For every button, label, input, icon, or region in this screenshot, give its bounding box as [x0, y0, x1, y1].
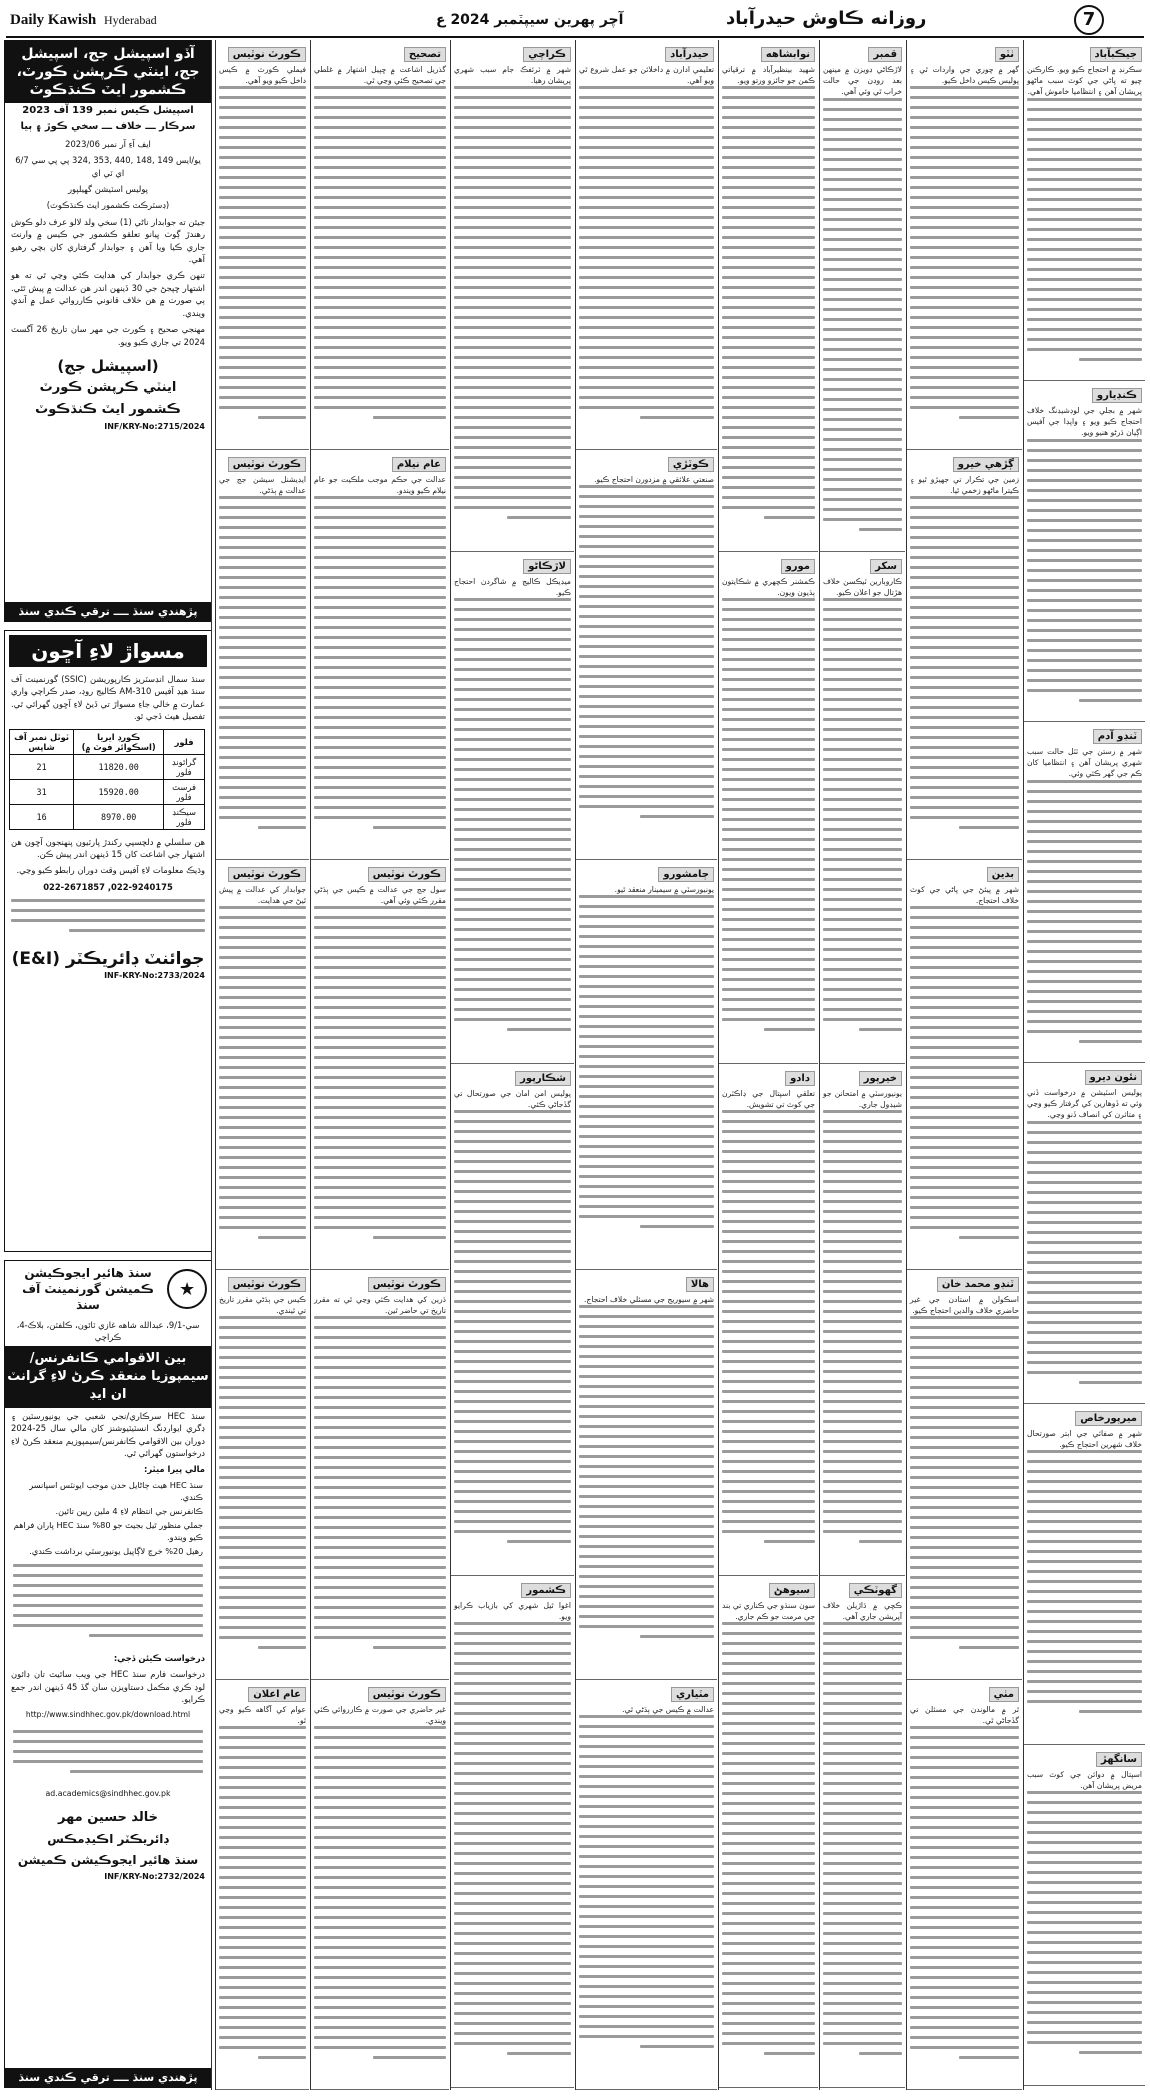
story-text: صنعتي علائقي ۾ مزدورن احتجاج ڪيو. — [594, 475, 714, 484]
story-text: ڪچي ۾ ڌاڙيلن خلاف آپريشن جاري آهي. — [823, 1601, 902, 1622]
story-headline: ڪوٽڙي — [668, 457, 714, 472]
story-body-lines — [579, 86, 714, 419]
story-headline: نئون ديرو — [1085, 1070, 1142, 1085]
story-headline: جيڪبآباد — [1090, 47, 1143, 62]
masthead — [6, 4, 1144, 38]
story-headline: ٽنڊو آدم — [1093, 729, 1142, 744]
story-headline: ميرپورخاص — [1075, 1411, 1142, 1426]
story-text: يونيورسٽي ۾ امتحانن جو شيڊول جاري. — [823, 1089, 902, 1110]
news-story — [216, 860, 309, 1270]
story-text: سول جج جي عدالت ۾ ڪيس جي ٻڌڻي مقرر ڪئي وئي آهي. — [314, 885, 446, 906]
story-body-lines — [1027, 1121, 1142, 1384]
col-shops: ٽوٽل نمبر آف شاپس — [10, 729, 74, 754]
story-body-lines — [314, 906, 446, 1239]
hec-address: سي-9/1، عبدالله شاهه غازي ٽائون، ڪلفٽن، بلاڪ-4، ڪراچي — [16, 1320, 200, 1343]
story-text: اسپتال ۾ دوائن جي کوٽ سبب مريض پريشان آهن. — [1027, 1770, 1142, 1791]
court-location: ڪشمور ايٽ ڪنڌڪوٽ — [35, 401, 181, 417]
story-body-lines — [579, 1305, 714, 1638]
paper-name-en — [10, 12, 157, 29]
story-body-lines — [1027, 98, 1142, 361]
story-text: ڌرين کي هدايت ڪئي وڃي ٿي ته مقرر تاريخ تي حاضر ٿين. — [314, 1295, 446, 1316]
story-body-lines — [219, 1316, 306, 1649]
shops-cell: 16 — [10, 804, 74, 829]
story-body-lines — [910, 906, 1019, 1239]
news-story — [576, 450, 717, 860]
story-text: تعلقي اسپتال جي ڊاڪٽرن جي کوٽ تي تشويش. — [722, 1089, 815, 1110]
story-headline: خيرپور — [859, 1071, 902, 1086]
hec-extra-text-2 — [5, 1724, 211, 1786]
court-name: اينٽي ڪرپشن ڪورٽ — [39, 379, 177, 395]
story-headline: تصحيح — [404, 47, 446, 62]
paper-title-sindhi: روزانه ڪاوش حيدرآباد — [726, 8, 927, 29]
story-body-lines — [454, 598, 571, 1031]
story-headline: گهوٽڪي — [849, 1583, 902, 1598]
hec-title: بين الاقوامي ڪانفرنس/سيمپوزيا منعقد ڪرڻ لاءِ گرانٽ ان ايڊ — [5, 1346, 211, 1408]
story-headline: هالا — [686, 1277, 714, 1292]
story-headline: سيوهڻ — [769, 1583, 815, 1598]
rent-advertisement — [4, 630, 212, 1252]
story-body-lines — [454, 1110, 571, 1543]
paper-name: Daily Kawish — [10, 12, 97, 28]
story-headline: سانگهڙ — [1096, 1752, 1142, 1767]
hec-bullet: رهيل 20% خرچ لاڳاپيل يونيورسٽي برداشت ڪندي. — [29, 1545, 203, 1556]
news-story — [1024, 381, 1145, 722]
news-column-4 — [718, 40, 818, 2090]
story-text: اغوا ٿيل شهري کي بازياب ڪرايو ويو. — [454, 1601, 571, 1622]
news-story — [216, 450, 309, 860]
ads-column — [4, 40, 212, 2090]
rent-body: سنڌ سمال انڊسٽريز ڪارپوريشن (SSIC) گورنمينٽ آف سنڌ هيڊ آفيس 310-AM ڪاليج روڊ، صدر ڪراچي واري عمارت ۾ خالي جاءِ مسواڙ تي ڏيڻ لاءِ آڇون گهرائي ٿي. تفصيل هيٺ ڏجي ٿو. — [11, 674, 205, 722]
notice-date-line: مهنجي صحيح ۽ ڪورٽ جي مهر سان تاريخ 26 آگسٽ 2024 تي جاري ڪيو ويو. — [11, 324, 206, 347]
story-text: سڪرنڊ ۾ احتجاج ڪيو ويو. ڪارڪنن چيو ته پاڻي جي کوٽ سبب ماڻهو پريشان آهن ۽ انتظاميا خاموش آهي. — [1027, 65, 1142, 97]
story-text: اسڪولن ۾ استادن جي غير حاضري خلاف والدين احتجاج ڪيو. — [910, 1295, 1019, 1316]
col-area: ڪورڊ ايريا (اسڪوائر فوٽ ۾) — [74, 729, 164, 754]
news-story — [1024, 1063, 1145, 1404]
news-story — [216, 1270, 309, 1680]
notices-column-2 — [215, 40, 309, 2090]
police-station: پوليس اسٽيشن گهيلپور — [67, 184, 149, 195]
hec-seal-icon: ★ — [167, 1269, 207, 1309]
story-body-lines — [722, 1110, 815, 1543]
news-story — [719, 1064, 818, 1576]
fir-number: ايف آءِ آر نمبر 2023/06 — [65, 138, 151, 149]
table-row — [10, 754, 205, 779]
story-body-lines — [314, 86, 446, 419]
news-story — [1024, 1745, 1145, 2086]
news-story — [451, 1576, 574, 2088]
story-headline: دادو — [785, 1071, 815, 1086]
news-story — [907, 1680, 1022, 2090]
court-heading: آڏو اسپيشل جج، اسپيشل جج، اينٽي ڪرپشن ڪورٽ، ڪشمور ايٽ ڪنڌڪوٽ — [5, 41, 211, 103]
inf-number: INF-KRY-No:2733/2024 — [104, 971, 205, 981]
news-story — [1024, 722, 1145, 1063]
story-text: ايڊيشنل سيشن جج جي عدالت ۾ ٻڌڻي. — [219, 475, 306, 496]
slogan-footer: پڙهندي سنڌ ــــ ترقي ڪندي سنڌ — [5, 602, 211, 621]
floor-cell: سيڪنڊ فلور — [164, 804, 205, 829]
hec-signatory-name: خالد حسين مهر — [57, 1810, 158, 1826]
table-header-row — [10, 729, 205, 754]
story-headline: ڪورٽ نوٽيس — [368, 867, 446, 882]
hec-body: سنڌ HEC سرڪاري/نجي شعبي جي يونيورسٽين ۽ ڊگري ايوارڊنگ انسٽيٽيوشنز کان مالي سال 25-2024 دوران بين الاقوامي ڪانفرنس/سيمپوزيم منعقد ڪرڻ لاءِ درخواستون گهرائي ٿي. — [11, 1410, 206, 1459]
story-headline: ڪورٽ نوٽيس — [228, 47, 306, 62]
news-story — [719, 1576, 818, 2088]
news-story — [451, 1064, 574, 1576]
news-story — [311, 1270, 449, 1680]
news-story — [216, 40, 309, 450]
news-story — [216, 1680, 309, 2090]
story-text: عوام کي آگاهه ڪيو وڃي ٿو. — [219, 1705, 306, 1726]
inf-number: INF/KRY-No:2732/2024 — [104, 1872, 205, 1882]
issue-date: آچر پهرين سيپٽمبر 2024 ع — [436, 12, 624, 28]
news-story — [907, 450, 1022, 860]
story-body-lines — [579, 1715, 714, 2048]
news-story — [451, 552, 574, 1064]
story-text: تعليمي ادارن ۾ داخلائن جو عمل شروع ٿي ويو آهي. — [579, 65, 714, 86]
table-row — [10, 779, 205, 804]
news-story — [820, 552, 905, 1064]
news-story — [576, 1270, 717, 1680]
hec-signatory-org: سنڌ هائير ايجوڪيشن ڪميشن — [17, 1853, 199, 1868]
news-column-5 — [575, 40, 717, 2090]
story-body-lines — [823, 98, 902, 531]
col-floor: فلور — [164, 729, 205, 754]
story-body-lines — [579, 485, 714, 818]
story-headline: ٺٽو — [995, 47, 1019, 62]
story-body-lines — [910, 1726, 1019, 2059]
case-sections: يو/ايس 149 ,148 ,440 ,353 ,324 پي پي سي 6/7 اي ٽي اي — [15, 155, 201, 178]
story-text: فيملي ڪورٽ ۾ ڪيس داخل ڪيو ويو آهي. — [219, 65, 306, 86]
story-headline: مورو — [781, 559, 815, 574]
story-headline: شڪارپور — [515, 1071, 571, 1086]
story-text: يونيورسٽي ۾ سيمينار منعقد ٿيو. — [614, 885, 714, 894]
story-text: شهر ۾ ٽرئفڪ جام سبب شهري پريشان رهيا. — [454, 65, 571, 86]
story-headline: ڪورٽ نوٽيس — [228, 1277, 306, 1292]
story-headline: ڪنڊيارو — [1092, 388, 1142, 403]
hec-bullets-title: مالي پيرا ميٽر: — [143, 1464, 205, 1475]
story-text: لاڙڪاڻي ڊويزن ۾ مينهن بعد روڊن جي حالت خراب ٿي وئي آهي. — [823, 65, 902, 97]
story-body-lines — [823, 1622, 902, 2055]
news-story — [820, 1576, 905, 2088]
hec-signatory-title: ڊائريڪٽر اڪيڊمڪس — [47, 1832, 169, 1847]
area-cell: 8970.00 — [74, 804, 164, 829]
story-body-lines — [722, 1622, 815, 2055]
news-story — [311, 1680, 449, 2090]
story-body-lines — [219, 906, 306, 1239]
story-text: پوليس امن امان جي صورتحال تي گڏجاڻي ڪئي. — [454, 1089, 571, 1110]
story-headline: لاڙڪاڻو — [523, 559, 571, 574]
story-body-lines — [219, 86, 306, 419]
hec-org-name: سنڌ هائير ايجوڪيشن ڪميشن گورنمينٽ آف سنڌ — [22, 1266, 154, 1312]
news-column-6 — [450, 40, 574, 2090]
story-text: شهر ۾ رستن جي ٽٽل حالت سبب شهري پريشان آهن ۽ انتظاميا کان ڪم جي گهر ڪئي وئي. — [1027, 747, 1142, 779]
hec-url-link[interactable]: http://www.sindhhec.gov.pk/download.html — [25, 1710, 191, 1720]
hec-bullet: جملي منظور ٿيل بجيٽ جو 80% سنڌ HEC پاران فراهم ڪيو ويندو. — [13, 1519, 203, 1542]
hec-extra-text — [5, 1558, 211, 1650]
story-headline: ڪراچي — [523, 47, 571, 62]
news-story — [820, 40, 905, 552]
hec-header — [5, 1261, 211, 1317]
news-story — [311, 860, 449, 1270]
story-text: گذريل اشاعت ۾ ڇپيل اشتهار ۾ غلطي جي تصحيح ڪئي وڃي ٿي. — [314, 65, 446, 86]
rent-body-3: وڌيڪ معلومات لاءِ آفيس وقت دوران رابطو ڪيو وڃي. — [16, 865, 205, 876]
story-headline: ٽنڊو محمد خان — [937, 1277, 1019, 1292]
story-text: شهر ۾ پيئڻ جي پاڻي جي کوٽ خلاف احتجاج. — [910, 885, 1019, 906]
story-headline: عام نيلام — [392, 457, 446, 472]
district-name: (ڊسٽرڪٽ ڪشمور ايٽ ڪنڌڪوٽ) — [46, 200, 170, 211]
notice-body-2: تنهن ڪري جوابدار کي هدايت ڪئي وڃي ٿي ته هو اشتهار ڇپجڻ جي 30 ڏينهن اندر هن عدالت ۾ پيش ٿئي. ٻي صورت ۾ هن خلاف قانوني ڪارروائي عمل ۾ آندي ويندي. — [11, 270, 205, 318]
area-cell: 15920.00 — [74, 779, 164, 804]
story-text: ميڊيڪل ڪاليج ۾ شاگردن احتجاج ڪيو. — [454, 577, 571, 598]
story-body-lines — [722, 598, 815, 1031]
story-text: پوليس اسٽيشن ۾ درخواست ڏني وئي ته ڏوهارين کي گرفتار ڪيو وڃي ۽ متاثرن کي انصاف ڏنو وڃي. — [1027, 1088, 1142, 1120]
story-headline: ڪشمور — [521, 1583, 571, 1598]
hec-bullet: ڪانفرنس جي انتظام لاءِ 4 ملين رپين تائين. — [55, 1505, 203, 1516]
story-text: زمين جي تڪرار تي جهيڙو ٿيو ۽ ڪيترا ماڻهو زخمي ٿيا. — [910, 475, 1019, 496]
floor-cell: گرائونڊ فلور — [164, 754, 205, 779]
story-headline: ڄامشورو — [658, 867, 714, 882]
case-parties: سرڪار ـــ خلاف ـــ سخي ڪوڙ ۽ ٻيا — [20, 121, 196, 133]
news-story — [451, 40, 574, 552]
hec-advertisement — [4, 1260, 212, 2088]
story-headline: عام اعلان — [248, 1687, 306, 1702]
news-story — [311, 40, 449, 450]
news-story — [1024, 40, 1145, 381]
story-headline: سکر — [870, 559, 902, 574]
hec-how-title: درخواست ڪيئن ڏجي: — [113, 1652, 205, 1663]
rent-title: مسواڙ لاءِ آڇون — [9, 635, 207, 667]
story-headline: مٺي — [989, 1687, 1019, 1702]
shops-cell: 21 — [10, 754, 74, 779]
story-text: شهر ۾ بجلي جي لوڊشيڊنگ خلاف احتجاج ڪيو ويو ۽ واپڊا جي آفيس اڳيان ڌرڻو هنيو ويو. — [1027, 406, 1142, 438]
story-body-lines — [454, 86, 571, 519]
notice-body: جيئن ته جوابدار ناڻي (1) سخي ولد لالو عرف دلو ڪوش رهندڙ ڳوٺ ڀيانو تعلقو ڪشمور جي ڪيس ۾ وارنٽ جاري ڪيا ويا آهن ۽ جوابدار گرفتاري کان بچي رهيو آهي. — [11, 216, 205, 265]
story-body-lines — [823, 598, 902, 1031]
floor-cell: فرسٽ فلور — [164, 779, 205, 804]
story-text: شهر ۾ صفائي جي ابتر صورتحال خلاف شهرين احتجاج ڪيو. — [1027, 1429, 1142, 1450]
news-story — [907, 1270, 1022, 1680]
table-row — [10, 804, 205, 829]
news-column-3 — [819, 40, 905, 2090]
story-text: غير حاضري جي صورت ۾ ڪارروائي ڪئي ويندي. — [314, 1705, 446, 1726]
story-headline: حيدرآباد — [665, 47, 714, 62]
story-body-lines — [1027, 1450, 1142, 1713]
story-body-lines — [314, 1726, 446, 2059]
hec-email-link[interactable]: ad.academics@sindhhec.gov.pk — [45, 1788, 171, 1798]
news-story — [719, 40, 818, 552]
story-headline: بدين — [987, 867, 1019, 882]
story-text: عدالت ۾ ڪيس جي ٻڌڻي ٿي. — [622, 1705, 714, 1714]
story-body-lines — [1027, 1791, 1142, 2054]
story-body-lines — [1027, 780, 1142, 1043]
story-text: شهر ۾ سيوريج جي مسئلي خلاف احتجاج. — [584, 1295, 714, 1304]
hec-how-body: درخواست فارم سنڌ HEC جي ويب سائيٽ تان ڊائون لوڊ ڪري مڪمل دستاويزن سان گڏ 45 ڏينهن اندر جمع ڪرايو. — [11, 1669, 205, 1705]
slogan-footer: پڙهندي سنڌ ــــ ترقي ڪندي سنڌ — [5, 2068, 211, 2087]
rent-extra-text — [5, 895, 211, 943]
story-body-lines — [219, 1726, 306, 2059]
news-column-1 — [1023, 40, 1145, 2090]
news-story — [719, 552, 818, 1064]
floor-area-table — [9, 729, 205, 830]
story-body-lines — [823, 1110, 902, 1543]
story-body-lines — [910, 86, 1019, 419]
story-text: ٿر ۾ مالوندن جي مسئلن تي گڏجاڻي ٿي. — [910, 1705, 1019, 1726]
story-text: ڪيس جي ٻڌڻي مقرر تاريخ تي ٿيندي. — [219, 1295, 306, 1316]
shops-cell: 31 — [10, 779, 74, 804]
story-body-lines — [910, 1316, 1019, 1649]
story-text: شهيد بينظيرآباد ۾ ترقياتي ڪمن جو جائزو ورتو ويو. — [722, 65, 815, 86]
notices-column-1 — [310, 40, 449, 2090]
news-story — [1024, 1404, 1145, 1745]
story-body-lines — [910, 496, 1019, 829]
rent-body-2: هن سلسلي ۾ دلچسپي رکندڙ پارٽيون پنهنجون آڇون هن اشتهار جي اشاعت کان 15 ڏينهن اندر پيش ڪن. — [11, 836, 205, 860]
news-story — [576, 1680, 717, 2090]
news-story — [576, 40, 717, 450]
story-text: ڪمشنر ڪچهري ۾ شڪايتون ٻڌيون ويون. — [722, 577, 815, 598]
story-body-lines — [314, 1316, 446, 1649]
story-text: گهر ۾ چوري جي واردات ٿي ۽ پوليس ڪيس داخل ڪيو. — [910, 65, 1019, 86]
news-story — [820, 1064, 905, 1576]
story-headline: ڪورٽ نوٽيس — [228, 457, 306, 472]
story-headline: ڪورٽ نوٽيس — [368, 1277, 446, 1292]
story-text: ڪاروبارين ٽيڪسن خلاف هڙتال جو اعلان ڪيو. — [823, 577, 902, 598]
news-story — [907, 40, 1022, 450]
story-headline: نوابشاهه — [761, 47, 815, 62]
case-number: اسپيشل ڪيس نمبر 139 آف 2023 — [22, 105, 194, 116]
news-story — [907, 860, 1022, 1270]
area-cell: 11820.00 — [74, 754, 164, 779]
hec-bullet: سنڌ HEC هيٺ ڄاڻايل حدن موجب ايونٽس اسپانسر ڪندي. — [29, 1479, 203, 1502]
story-body-lines — [579, 895, 714, 1228]
judge-signature: (اسپيشل جج) — [57, 356, 159, 375]
story-text: سون سنڌو جي ڪناري تي بند جي مرمت جو ڪم جاري. — [722, 1601, 815, 1622]
inf-number: INF/KRY-No:2715/2024 — [104, 421, 205, 431]
story-body-lines — [314, 496, 446, 829]
story-body-lines — [454, 1622, 571, 2055]
contact-phone: 022-2671857 ,022-9240175 — [43, 881, 173, 892]
story-headline: ڳڙهي خيرو — [953, 457, 1019, 472]
paper-city: Hyderabad — [104, 13, 157, 27]
court-advertisement — [4, 40, 212, 622]
rent-signature: جوائنٽ ڊائريڪٽر (E&I) — [11, 949, 205, 970]
story-headline: مٽياري — [671, 1687, 714, 1702]
page-number: 7 — [1074, 5, 1104, 35]
story-body-lines — [722, 86, 815, 519]
story-headline: ڪورٽ نوٽيس — [368, 1687, 446, 1702]
story-text: جوابدار کي عدالت ۾ پيش ٿيڻ جي هدايت. — [219, 885, 306, 906]
story-body-lines — [1027, 439, 1142, 702]
story-headline: قمبر — [868, 47, 902, 62]
news-story — [576, 860, 717, 1270]
news-column-2 — [906, 40, 1022, 2090]
news-story — [311, 450, 449, 860]
story-headline: ڪورٽ نوٽيس — [228, 867, 306, 882]
story-text: عدالت جي حڪم موجب ملڪيت جو عام نيلام ڪيو ويندو. — [314, 475, 446, 496]
story-body-lines — [219, 496, 306, 829]
